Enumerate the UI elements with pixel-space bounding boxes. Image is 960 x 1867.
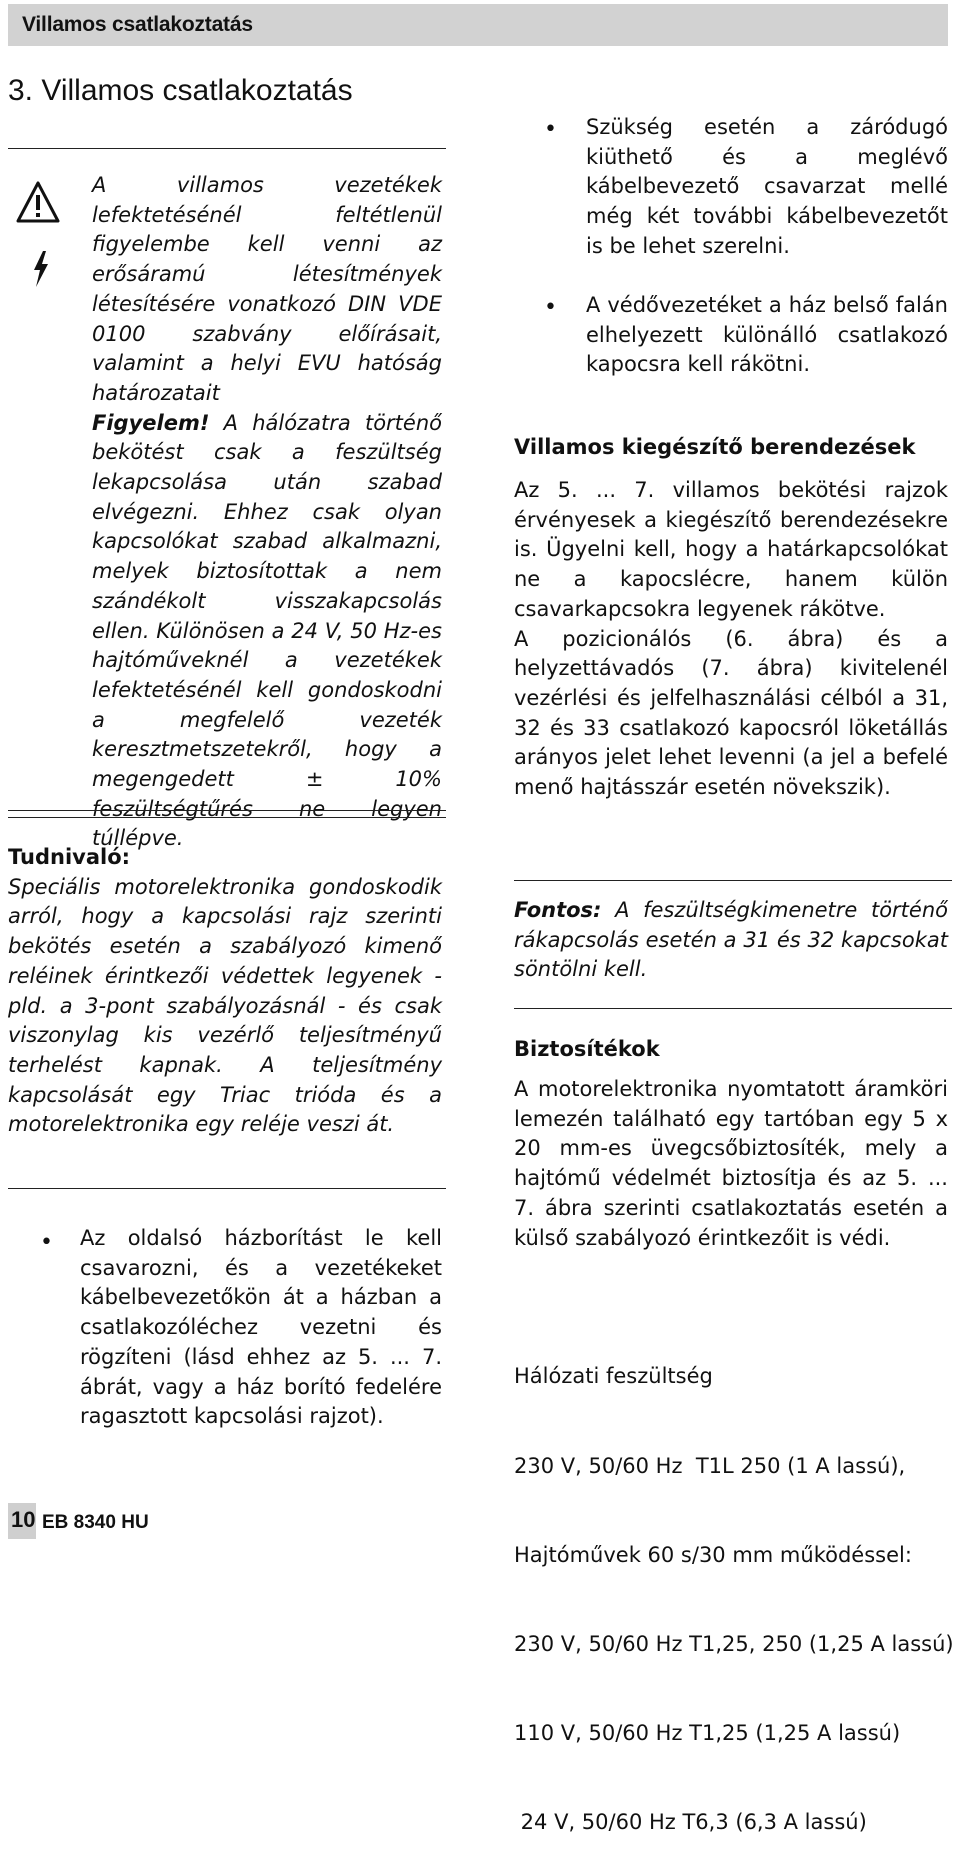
voltage-line: 230 V, 50/60 Hz T1,25, 250 (1,25 A lassú) [514,1631,954,1656]
warning-paragraph-2: A hálózatra történő bekötést csak a feszültség lekapcsolása után szabad elvégezni. Ehhez csak olyan kapcsolókat szabad alkalmazni, melyek biztosítottak a nem szándékolt visszakapcsolás ellen. Különösen a 24 V, 50 Hz-es hajtóműveknél a vezetékek lefektetésénél kell gondoskodni a megfelelő vezeték keresztmetszetekről, hogy a megengedett ± 10% feszültségtűrés ne legyen túllépve. [92,410,442,851]
heading-fuses: Biztosítékok [514,1037,660,1061]
divider [8,148,446,149]
document-code: EB 8340 HU [42,1512,149,1533]
bullet-icon: • [544,117,557,142]
accessories-paragraph-2: A pozicionálós (6. ábra) és a helyzettávadós (7. ábra) kivitelenél vezérlési és jelfelhasználási célból a 31, 32 és 33 csatlakozó kapocsról löketállás arányos jelet lehet levenni (a jel a befelé menő hajtásszár esetén növekszik). [514,626,948,800]
voltage-line: Hálózati feszültség [514,1364,713,1389]
note-label: Tudnivaló: [8,845,131,869]
accessories-text [514,476,948,803]
bullet-text-2: Szükség esetén a záródugó kiüthető és a meglévő kábelbevezető csavarzat mellé még két további kábelbevezetőt is be lehet szerelni. [586,115,948,258]
note-block [8,843,442,1140]
voltage-line: Hajtóművek 60 s/30 mm működéssel: [514,1542,912,1567]
header-bar [8,4,948,46]
warning-label: Figyelem! [92,410,210,435]
note-text: Speciális motorelektronika gondoskodik arról, hogy a kapcsolási rajz szerinti bekötés esetén a szabályozó kimenő reléinek érintkezői védettek legyenek - pld. a 3-pont szabályozásnál - és csak viszonylag kis vezérlő teljesítményű terhelést kapnak. A teljesítmény kapcsolását egy Triac trióda és a motorelektronika egy reléje veszi át. [8,874,442,1137]
heading-accessories: Villamos kiegészítő berendezések [514,435,916,459]
bullet-icon: • [544,295,557,320]
voltage-list [514,1303,954,1867]
voltage-line: 24 V, 50/60 Hz T6,3 (6,3 A lassú) [514,1809,867,1834]
bullet-text-3: A védővezetéket a ház belső falán elhelyezett különálló csatlakozó kapocsra kell rákötni. [586,293,948,377]
lightning-icon [30,250,52,288]
bullet-icon: • [40,1230,53,1255]
bullet-text-1: Az oldalsó házborítást le kell csavarozni, és a vezetékeket kábelbevezetőkön át a házban a csatlakozóléchez vezetni és rögzíteni (lásd ehhez az 5. ... 7. ábrát, vagy a ház borító fedelére ragasztott kapcsolási rajzot). [80,1226,442,1429]
warning-text [92,171,442,854]
voltage-line: 230 V, 50/60 Hz T1L 250 (1 A lassú), [514,1453,906,1478]
divider [514,1008,952,1009]
page-number-box [8,1503,36,1539]
voltage-line: 110 V, 50/60 Hz T1,25 (1,25 A lassú) [514,1720,901,1745]
important-note [514,896,948,985]
important-text: A feszültségkimenetre történő rákapcsolás esetén a 31 és 32 kapcsokat söntölni kell. [514,898,948,982]
header-title: Villamos csatlakoztatás [22,13,253,36]
warning-paragraph-1: A villamos vezetékek lefektetésénél feltétlenül figyelembe kell venni az erősáramú létesítmények létesítésére vonatkozó DIN VDE 0100 szabvány előírásait, valamint a helyi EVU hatóság határozatait [92,173,442,405]
divider [514,880,952,881]
page-number: 10 [11,1507,36,1532]
important-label: Fontos: [514,898,602,922]
fuses-text: A motorelektronika nyomtatott áramköri lemezén található egy tartóban egy 5 x 20 mm-es üvegcsőbiztosíték, mely a hajtómű védelmét biztosítja és az 5. ... 7. ábra szerinti csatlakoztatás esetén a külső szabályozó érintkezőit is védi. [514,1077,948,1250]
divider [8,1188,446,1189]
double-divider [8,810,446,818]
section-title: 3. Villamos csatlakoztatás [8,74,353,107]
accessories-paragraph-1: Az 5. ... 7. villamos bekötési rajzok érvényesek a kiegészítő berendezésekre is. Ügyelni kell, hogy a határkapcsolókat ne a kapocslécre, hanem külön csavarkapcsokra legyenek rákötve. [514,478,948,621]
warning-triangle-icon [16,180,60,224]
